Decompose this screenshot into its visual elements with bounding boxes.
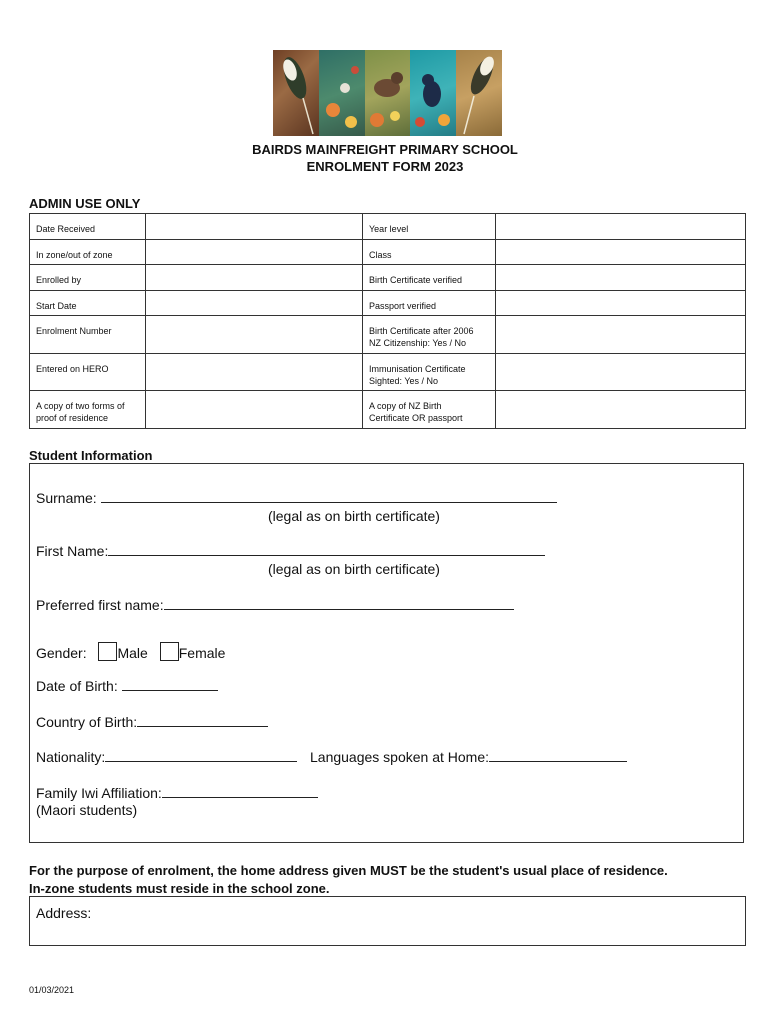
- surname-input[interactable]: [101, 490, 557, 503]
- flower-icon: [319, 50, 365, 136]
- admin-label: Passport verified: [363, 291, 496, 316]
- dob-label: Date of Birth:: [36, 678, 118, 694]
- admin-input-cell[interactable]: [146, 240, 363, 265]
- admin-input-cell[interactable]: [146, 265, 363, 291]
- first-name-label: First Name:: [36, 543, 109, 559]
- admin-label: Entered on HERO: [30, 354, 146, 391]
- languages-field: [310, 749, 627, 765]
- admin-input-cell[interactable]: [146, 354, 363, 391]
- legal-note: (legal as on birth certificate): [268, 561, 440, 577]
- admin-row: [30, 316, 746, 354]
- student-info-heading: Student Information: [29, 448, 153, 463]
- tui-bird-icon: [410, 50, 456, 136]
- school-banner-artwork: [273, 50, 502, 136]
- banner-panel-flowers: [319, 50, 365, 136]
- banner-panel-bird: [365, 50, 411, 136]
- country-of-birth-label: Country of Birth:: [36, 714, 138, 730]
- admin-input-cell[interactable]: [496, 265, 746, 291]
- residence-notice: For the purpose of enrolment, the home address given MUST be the student's usual place of residence.: [29, 863, 668, 878]
- admin-label: In zone/out of zone: [30, 240, 146, 265]
- feather-icon: [273, 50, 319, 136]
- admin-label: Immunisation Certificate Sighted: Yes / No: [363, 354, 496, 391]
- admin-label: Class: [363, 240, 496, 265]
- admin-label: Enrolled by: [30, 265, 146, 291]
- admin-row: [30, 265, 746, 291]
- preferred-name-label: Preferred first name:: [36, 597, 164, 613]
- address-label: Address:: [36, 905, 92, 921]
- footer-date: 01/03/2021: [29, 985, 75, 995]
- in-zone-notice: In-zone students must reside in the school zone.: [29, 881, 330, 896]
- languages-label: Languages spoken at Home:: [310, 749, 490, 765]
- admin-table: [29, 213, 746, 429]
- admin-row: [30, 354, 746, 391]
- admin-heading: ADMIN USE ONLY: [29, 196, 141, 211]
- legal-note: (legal as on birth certificate): [268, 508, 440, 524]
- dob-field: [36, 678, 218, 694]
- nationality-input[interactable]: [105, 749, 297, 762]
- country-of-birth-input[interactable]: [137, 714, 268, 727]
- admin-label: A copy of two forms of proof of residence: [30, 391, 146, 429]
- iwi-input[interactable]: [162, 785, 318, 798]
- admin-label: Start Date: [30, 291, 146, 316]
- surname-label: Surname:: [36, 490, 97, 506]
- iwi-label: Family Iwi Affiliation:: [36, 785, 162, 801]
- bird-icon: [365, 50, 411, 136]
- admin-label: A copy of NZ Birth Certificate OR passport: [363, 391, 496, 429]
- nationality-label: Nationality:: [36, 749, 106, 765]
- first-name-input[interactable]: [108, 543, 545, 556]
- admin-input-cell[interactable]: [496, 316, 746, 354]
- male-label: Male: [117, 645, 148, 661]
- admin-label: Date Received: [30, 214, 146, 240]
- iwi-field: [36, 785, 318, 801]
- address-input[interactable]: [29, 896, 746, 946]
- admin-input-cell[interactable]: [146, 391, 363, 429]
- admin-input-cell[interactable]: [496, 214, 746, 240]
- admin-input-cell[interactable]: [146, 316, 363, 354]
- admin-label: Birth Certificate after 2006 NZ Citizenship: Yes / No: [363, 316, 496, 354]
- banner-panel-feather-right: [456, 50, 502, 136]
- male-checkbox[interactable]: [98, 642, 117, 661]
- nationality-field: [36, 749, 297, 765]
- admin-input-cell[interactable]: [496, 354, 746, 391]
- admin-label: Birth Certificate verified: [363, 265, 496, 291]
- banner-panel-feather-left: [273, 50, 319, 136]
- preferred-name-field: [36, 597, 514, 613]
- admin-row: [30, 391, 746, 429]
- admin-label: Year level: [363, 214, 496, 240]
- preferred-name-input[interactable]: [164, 597, 514, 610]
- admin-label: Enrolment Number: [30, 316, 146, 354]
- female-checkbox[interactable]: [160, 642, 179, 661]
- admin-input-cell[interactable]: [496, 291, 746, 316]
- banner-panel-tui: [410, 50, 456, 136]
- admin-row: [30, 214, 746, 240]
- admin-input-cell[interactable]: [146, 214, 363, 240]
- languages-input[interactable]: [489, 749, 627, 762]
- gender-field: [36, 642, 225, 661]
- admin-input-cell[interactable]: [496, 240, 746, 265]
- admin-row: [30, 291, 746, 316]
- surname-field: [36, 490, 557, 506]
- dob-input[interactable]: [122, 678, 218, 691]
- female-label: Female: [178, 645, 226, 661]
- iwi-note: (Maori students): [36, 802, 138, 818]
- first-name-field: [36, 543, 545, 559]
- school-name-title: BAIRDS MAINFREIGHT PRIMARY SCHOOL: [252, 142, 518, 157]
- admin-input-cell[interactable]: [496, 391, 746, 429]
- feather-icon: [456, 50, 502, 136]
- admin-row: [30, 240, 746, 265]
- admin-input-cell[interactable]: [146, 291, 363, 316]
- form-title: ENROLMENT FORM 2023: [306, 159, 464, 174]
- gender-label: Gender:: [36, 645, 87, 661]
- country-of-birth-field: [36, 714, 268, 730]
